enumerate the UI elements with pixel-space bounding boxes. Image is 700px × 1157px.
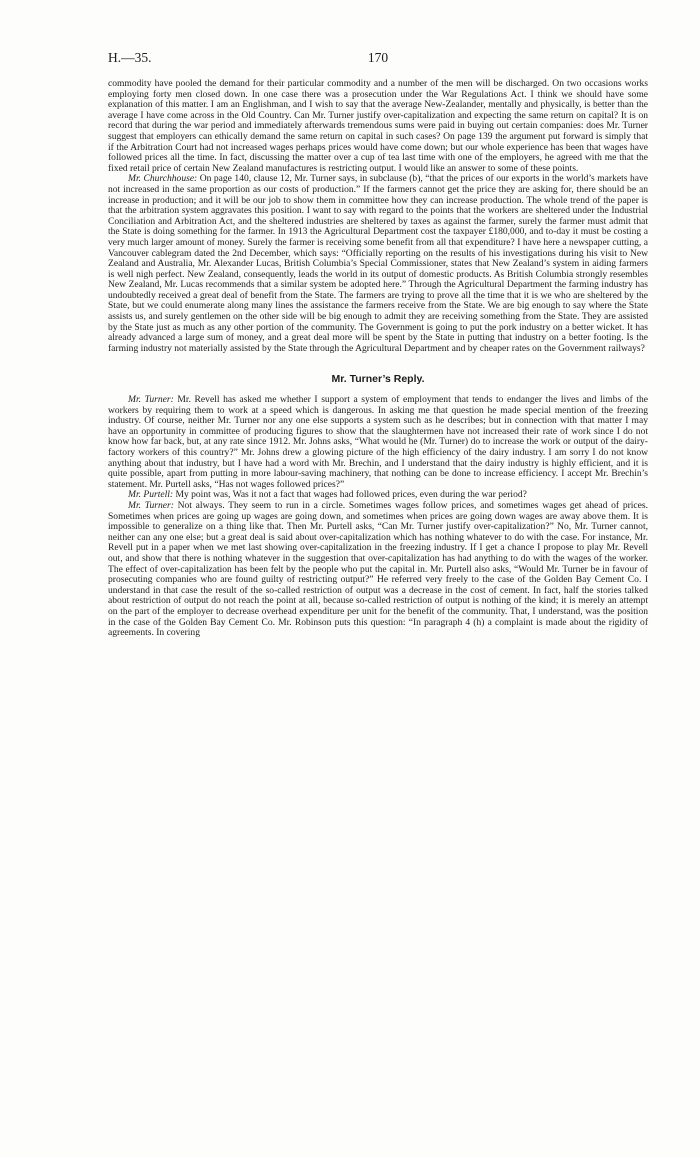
paragraph-text: On page 140, clause 12, Mr. Turner says, in subclause (b), “that the prices of our exports in the world’s markets have not increased in the same proportion as our costs of production.” If the farmers cannot get the price they are asking for, there should be an increase in production; and it will be our job to show them in committee how they can increase production. The whole trend of the paper is that the arbitration system aggravates this position. I want to say with regard to the points that the workers are sheltered under the Industrial Conciliation and Arbitration Act, and the sheltered industries are sheltered by taxes as against the farmer, surely the farmer must admit that the State is doing something for the farmer. In 1913 the Agricultural Department cost the taxpayer £180,000, and to-day it must be costing a very much larger amount of money. Surely the farmer is receiving some benefit from all that expenditure? I have here a newspaper cutting, a Vancouver cablegram dated the 2nd December, which says: “Officially reporting on the results of his investigations during his visit to New Zealand and Australia, Mr. Alexander Lucas, British Columbia’s Special Commissioner, states that New Zealand’s system in aiding farmers is well nigh perfect. New Zealand, consequently, leads the world in its output of domestic products. As British Columbia strongly resembles New Zealand, Mr. Lucas recommends that a similar system be adopted here.” Through the Agricultural Department the farming industry has undoubtedly received a great deal of benefit from the State. The farmers are trying to prove all the time that it is we who are sheltered by the State, but we could enumerate along many lines the assistance the farmers receive from the State. We are big enough to say where the State assists us, and surely gentlemen on the other side will be big enough to admit they are receiving something from the State. They are assisted by the State just as much as any other portion of the community. The Government is going to put the pork industry on a better wicket. It has already advanced a large sum of money, and a great deal more will be spent by the State in putting that industry on a better footing. Is the farming industry not materially assisted by the State through the Agricultural Department and by cheaper rates on the Government railways? [108,173,648,354]
section-heading: Mr. Turner’s Reply. [331,373,425,386]
speaker-name: Mr. Churchhouse: [128,173,198,185]
paragraph [108,501,648,639]
paragraph-text: My point was, Was it not a fact that wages had followed prices, even during the war period? [175,489,527,501]
paragraph-text: Mr. Revell has asked me whether I support a system of employment that tends to endanger the lives and limbs of the workers by requiring them to work at a speed which is dangerous. In asking me that question he made special mention of the freezing industry. Of course, neither Mr. Turner nor any one else supports a system such as he describes; but in connection with that matter I may have an opportunity in committee of producing figures to show that the slaughtermen have not increased their rate of work since I do not know how far back, but, at any rate since 1912. Mr. Johns asks, “What would he (Mr. Turner) do to increase the work or output of the dairy-factory workers of this country?” Mr. Johns drew a glowing picture of the high efficiency of the dairy industry. I am sorry I do not know anything about that industry, but I have had a word with Mr. Brechin, and I understand that the dairy industry is highly efficient, and it is quite possible, apart from putting in more labour-saving machinery, that nothing can be done to increase efficiency. I accept Mr. Brechin’s statement. Mr. Purtell asks, “Has not wages followed prices?” [108,394,649,490]
page-number: 170 [367,50,389,65]
speaker-name: Mr. Turner: [128,394,174,406]
paragraph [108,395,648,490]
document-reference: H.—35. [108,50,152,65]
page-header [108,50,648,70]
speaker-name: Mr. Purtell: [128,489,174,501]
paragraph-text: Not always. They seem to run in a circle. Sometimes wages follow prices, and sometimes wages get ahead of prices. Sometimes when prices are going up wages are going down, and sometimes when prices are going down wages are away above them. It is impossible to generalize on a thing like that. Then Mr. Purtell asks, “Can Mr. Turner justify over-capitalization?” No, Mr. Turner cannot, neither can any one else; but a great deal is said about over-capitalization which has nothing whatever to do with the case. For instance, Mr. Revell put in a paper when we met last showing over-capitalization in the freezing industry. If I get a chance I propose to play Mr. Revell out, and show that there is nothing whatever in the suggestion that over-capitalization has had anything to do with the wages of the worker. The effect of over-capitalization has been felt by the people who put the capital in. Mr. Purtell also asks, “Would Mr. Turner be in favour of prosecuting companies who are found guilty of restricting output?” He referred very freely to the case of the Golden Bay Cement Co. I understand in that case the result of the so-called restriction of output was a decrease in the cost of cement. In fact, half the stories talked about restriction of output do not reach the point at all, because so-called restriction of output is nothing of the kind; it is merely an attempt on the part of the employer to decrease overhead expenditure per unit for the benefit of the community. That, I understand, was the position in the case of the Golden Bay Cement Co. Mr. Robinson puts this question: “In paragraph 4 (h) a complaint is made about the rigidity of agreements. In covering [108,499,649,639]
page-body [108,79,648,639]
speaker-name: Mr. Turner: [128,499,174,511]
paragraph [108,174,648,354]
paragraph: commodity have pooled the demand for their particular commodity and a number of the men will be discharged. On two occasions works employing forty men closed down. In one case there was a prosecution under the War Regulations Act. I think we should have some explanation of this matter. I am an Englishman, and I wish to say that the average New-Zealander, mentally and physically, is better than the average I have come across in the Old Country. Can Mr. Turner justify over-capitalization and expecting the same return on capital? It is on record that during the war period and immediately afterwards tremendous sums were paid in buying out certain companies: does Mr. Turner suggest that employers can ethically demand the same return on capital in such cases? On page 139 the argument put forward is simply that if the Arbitration Court had not increased wages perhaps prices would have come down; but our whole experience has been that wages have followed prices all the time. In fact, discussing the matter over a cup of tea last time with one of the employers, he agreed with me that the fixed retail price of certain New Zealand manufactures is restricting output. I would like an answer to some of these points. [108,78,648,174]
